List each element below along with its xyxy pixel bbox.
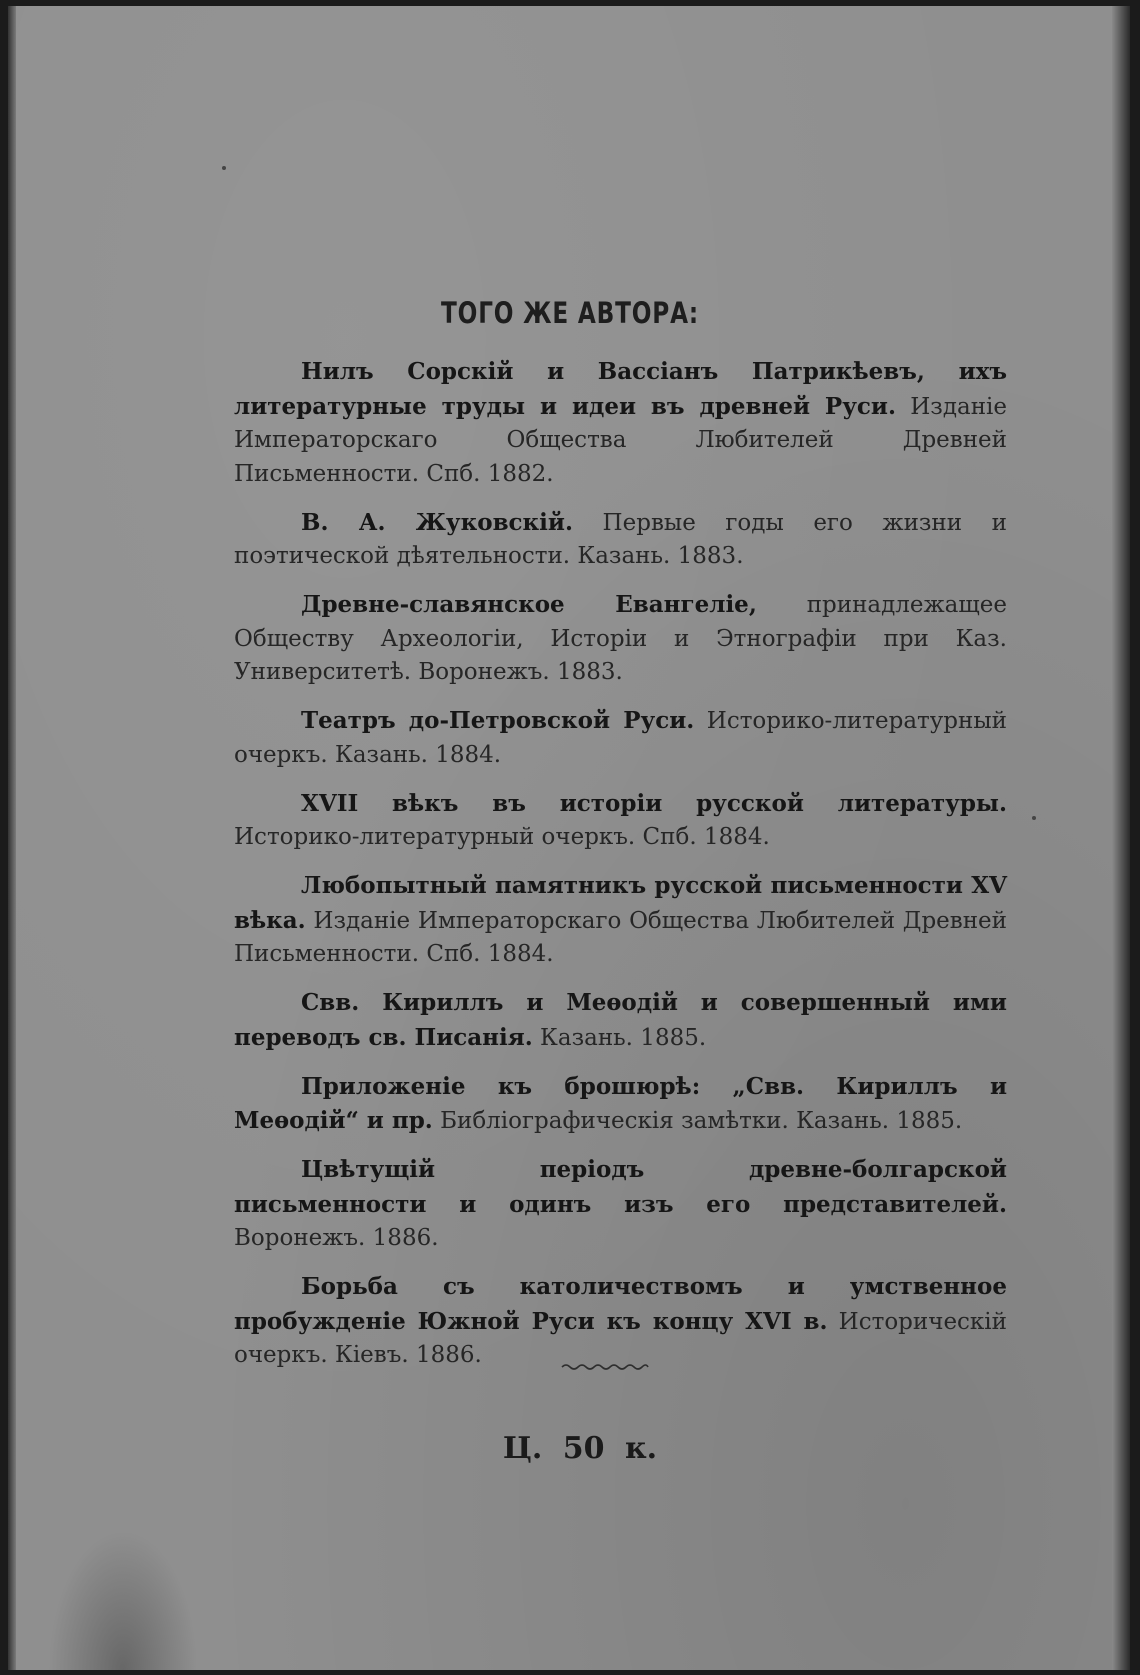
entry-title: Борьба съ католичествомъ и умственное пробужденіе Южной Руси къ концу XVI в. [234,1273,1007,1335]
bibliography-entry [234,704,1007,772]
entry-details: Библіографическія замѣтки. Казань. 1885. [432,1108,963,1134]
bibliography-entry [234,1153,1007,1256]
entry-details: Историко-литературный очеркъ. Казань. 1884. [234,708,1007,768]
entry-details: Изданіе Императорскаго Общества Любителей Древней Письменности. Спб. 1882. [234,393,1007,487]
bibliography-entry [234,787,1007,855]
bibliography-list [234,355,1007,1387]
entry-details: Историческій очеркъ. Кіевъ. 1886. [234,1308,1007,1368]
entry-title: XVII вѣкъ въ исторіи русской литературы. [301,789,1007,817]
entry-details: Первые годы его жизни и поэтической дѣятельности. Казань. 1883. [234,509,1007,569]
bibliography-entry [234,355,1007,491]
corner-smudge [48,1530,198,1670]
bibliography-entry [234,1070,1007,1139]
entry-details: Воронежъ. 1886. [234,1225,439,1251]
entry-title: Приложеніе къ брошюрѣ: „Свв. Кириллъ и Меѳодій“ и пр. [234,1072,1007,1134]
wavy-rule-ornament [560,1362,650,1372]
entry-title: Нилъ Сорскій и Вассіанъ Патрикѣевъ, ихъ литературные труды и идеи въ древней Руси. [234,358,1007,420]
entry-details: Изданіе Императорскаго Общества Любителей Древней Письменности. Спб. 1884. [234,907,1007,967]
bibliography-entry [234,869,1007,972]
entry-details: Историко-литературный очеркъ. Спб. 1884. [234,824,770,850]
page-right-edge [1112,6,1130,1670]
bibliography-entry [234,1270,1007,1373]
bibliography-entry [234,506,1007,574]
entry-title: Любопытный памятникъ русской письменности XV вѣка. [234,872,1007,934]
bibliography-entry [234,588,1007,690]
price-label: Ц. 50 к. [502,1431,658,1466]
entry-title: В. А. Жуковскій. [301,508,573,536]
entry-title: Цвѣтущій періодъ древне-болгарской письменности и одинъ изъ его представителей. [234,1156,1007,1218]
page-heading: ТОГО ЖЕ АВТОРА: [441,296,699,330]
entry-details: принадлежащее Обществу Археологіи, Исторіи и Этнографіи при Каз. Университетѣ. Воронежъ. 1883. [234,592,1007,685]
entry-details: Казань. 1885. [532,1024,707,1051]
speck [1032,816,1036,820]
page-left-edge [8,6,16,1670]
entry-title: Свв. Кириллъ и Меѳодій и совершенный ими переводъ св. Писанія. [234,989,1007,1051]
entry-title: Театръ до-Петровской Руси. [301,707,695,734]
entry-title: Древне-славянское Евангеліе, [301,591,757,618]
bibliography-entry [234,986,1007,1055]
speck [222,166,226,170]
